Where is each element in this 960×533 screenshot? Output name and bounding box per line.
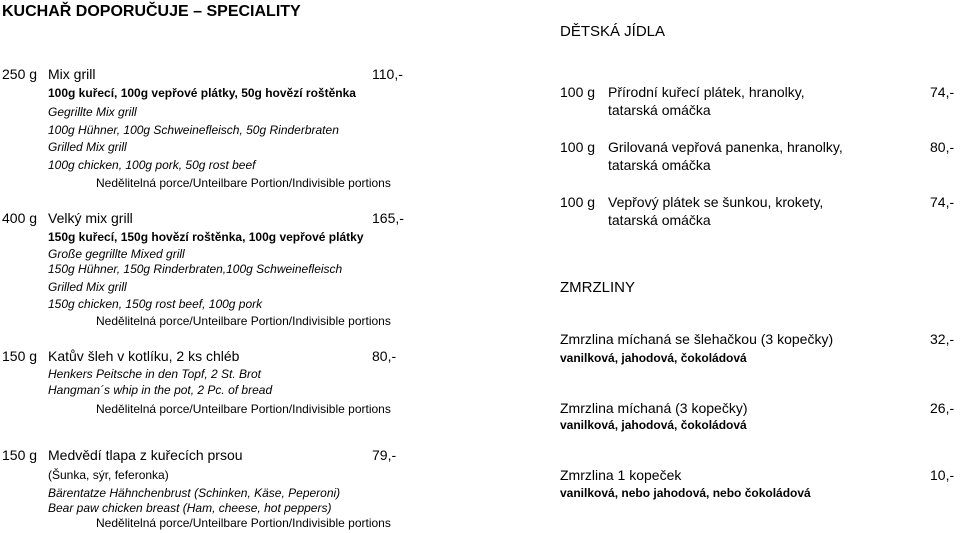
item-en-desc: Hangman´s whip in the pot, 2 Pc. of bread	[48, 383, 273, 397]
kids-item-sub: tatarská omáčka	[608, 157, 711, 173]
item-note: Nedělitelná porce/Unteilbare Portion/Indivisible portions	[96, 314, 391, 328]
item-price: 80,-	[372, 348, 397, 364]
item-price: 79,-	[372, 447, 397, 463]
item-price: 165,-	[372, 210, 404, 226]
icecream-item-desc: vanilková, jahodová, čokoládová	[560, 351, 747, 365]
kids-item-name: Přírodní kuřecí plátek, hranolky,	[608, 84, 805, 100]
kids-item-price: 74,-	[930, 194, 955, 210]
item-name: Mix grill	[48, 66, 96, 82]
item-de-name: Gegrillte Mix grill	[48, 105, 137, 119]
item-name: Medvědí tlapa z kuřecích prsou	[48, 447, 243, 463]
item-composition: 100g kuřecí, 100g vepřové plátky, 50g hovězí roštěnka	[48, 86, 356, 100]
item-en-desc: Bear paw chicken breast (Ham, cheese, hot peppers)	[48, 501, 332, 515]
item-note: Nedělitelná porce/Unteilbare Portion/Indivisible portions	[96, 176, 391, 190]
item-de-desc: Henkers Peitsche in den Topf, 2 St. Brot	[48, 367, 262, 381]
item-price: 110,-	[372, 66, 403, 82]
item-de-desc: Bärentatze Hähnchenbrust (Schinken, Käse, Peperoni)	[48, 486, 341, 500]
kids-item-sub: tatarská omáčka	[608, 212, 711, 228]
kids-item-price: 80,-	[930, 139, 955, 155]
icecream-item-desc: vanilková, jahodová, čokoládová	[560, 418, 747, 432]
item-qty: 150 g	[2, 447, 38, 463]
kids-item-name: Grilovaná vepřová panenka, hranolky,	[608, 139, 843, 155]
icecream-header: ZMRZLINY	[560, 279, 635, 296]
kids-item-price: 74,-	[930, 84, 955, 100]
kids-item-name: Vepřový plátek se šunkou, krokety,	[608, 194, 824, 210]
kids-item-qty: 100 g	[560, 84, 596, 100]
icecream-item-desc: vanilková, nebo jahodová, nebo čokoládová	[560, 486, 811, 500]
item-composition: (Šunka, sýr, feferonka)	[48, 468, 169, 482]
item-note: Nedělitelná porce/Unteilbare Portion/Indivisible portions	[96, 516, 391, 530]
item-de-desc: 100g Hühner, 100g Schweinefleisch, 50g Rinderbraten	[48, 123, 339, 137]
kids-item-qty: 100 g	[560, 194, 596, 210]
item-en-desc: 100g chicken, 100g pork, 50g rost beef	[48, 158, 256, 172]
specials-header: KUCHAŘ DOPORUČUJE – SPECIALITY	[2, 3, 301, 20]
icecream-item-name: Zmrzlina míchaná (3 kopečky)	[560, 400, 748, 416]
item-qty: 150 g	[2, 348, 38, 364]
item-name: Katův šleh v kotlíku, 2 ks chléb	[48, 348, 240, 364]
item-qty: 400 g	[2, 210, 38, 226]
icecream-item-price: 32,-	[930, 331, 955, 347]
item-note: Nedělitelná porce/Unteilbare Portion/Indivisible portions	[96, 402, 391, 416]
item-composition: 150g kuřecí, 150g hovězí roštěnka, 100g vepřové plátky	[48, 230, 364, 244]
item-de-desc: 150g Hühner, 150g Rinderbraten,100g Schweinefleisch	[48, 262, 343, 276]
item-en-desc: 150g chicken, 150g rost beef, 100g pork	[48, 297, 263, 311]
icecream-item-name: Zmrzlina 1 kopeček	[560, 467, 682, 483]
item-name: Velký mix grill	[48, 210, 133, 226]
kids-header: DĚTSKÁ JÍDLA	[560, 23, 666, 40]
kids-item-sub: tatarská omáčka	[608, 102, 711, 118]
icecream-item-name: Zmrzlina míchaná se šlehačkou (3 kopečky)	[560, 331, 834, 347]
icecream-item-price: 10,-	[930, 467, 955, 483]
kids-item-qty: 100 g	[560, 139, 596, 155]
icecream-item-price: 26,-	[930, 400, 955, 416]
item-qty: 250 g	[2, 66, 38, 82]
item-en-name: Grilled Mix grill	[48, 140, 127, 154]
item-en-name: Grilled Mix grill	[48, 280, 127, 294]
item-de-name: Große gegrillte Mixed grill	[48, 247, 185, 261]
